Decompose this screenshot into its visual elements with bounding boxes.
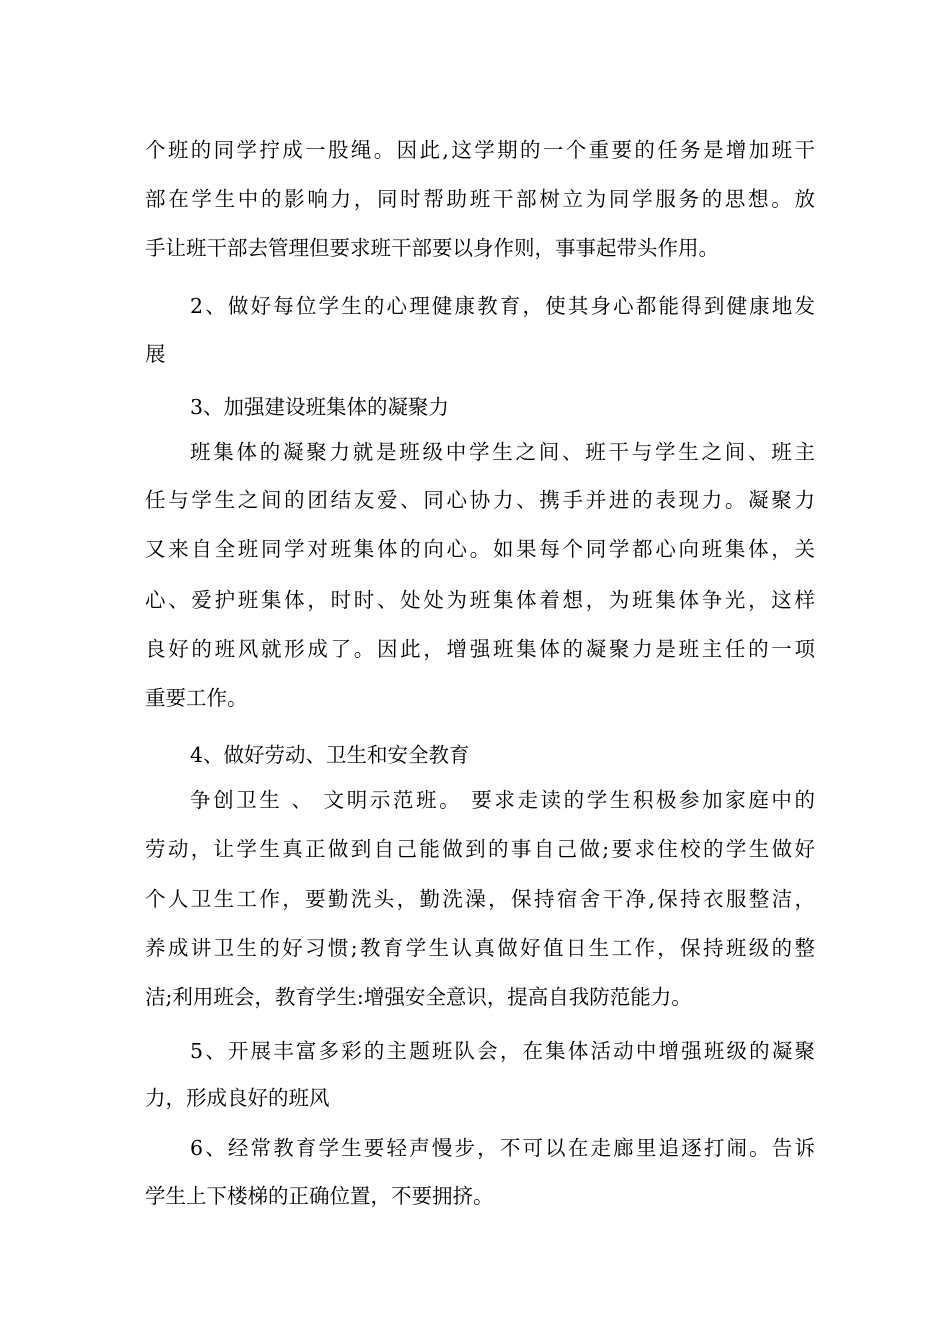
text-line-9: 又来自全班同学对班集体的向心。如果每个同学都心向班集体，关	[145, 537, 815, 561]
section-heading-4: 4、做好劳动、卫生和安全教育	[190, 743, 470, 767]
text-line-4: 2、做好每位学生的心理健康教育，使其身心都能得到健康地发	[190, 294, 815, 318]
text-line-15: 劳动，让学生真正做到自己能做到的事自己做;要求住校的学生做好	[145, 837, 815, 861]
text-line-14: 争创卫生 、 文明示范班。 要求走读的学生积极参加家庭中的	[190, 788, 815, 812]
text-line-7: 班集体的凝聚力就是班级中学生之间、班干与学生之间、班主	[190, 440, 815, 464]
text-line-17: 养成讲卫生的好习惯;教育学生认真做好值日生工作，保持班级的整	[145, 936, 815, 960]
text-line-16: 个人卫生工作，要勤洗头，勤洗澡，保持宿舍干净,保持衣服整洁，	[145, 887, 815, 911]
text-line-22: 学生上下楼梯的正确位置，不要拥挤。	[145, 1184, 494, 1208]
text-line-11: 良好的班风就形成了。因此，增强班集体的凝聚力是班主任的一项	[145, 637, 815, 661]
text-line-19: 5、开展丰富多彩的主题班队会，在集体活动中增强班级的凝聚	[190, 1039, 815, 1063]
text-line-20: 力，形成良好的班风	[145, 1086, 330, 1110]
text-line-5: 展	[145, 342, 166, 366]
text-line-2: 部在学生中的影响力，同时帮助班干部树立为同学服务的思想。放	[145, 187, 815, 211]
text-line-18: 洁;利用班会，教育学生:增强安全意识，提高自我防范能力。	[145, 985, 692, 1009]
text-line-3: 手让班干部去管理但要求班干部要以身作则，事事起带头作用。	[145, 236, 719, 260]
section-heading-3: 3、加强建设班集体的凝聚力	[190, 395, 450, 419]
text-line-1: 个班的同学拧成一股绳。因此,这学期的一个重要的任务是增加班干	[145, 138, 815, 162]
text-line-12: 重要工作。	[145, 686, 248, 710]
text-line-8: 任与学生之间的团结友爱、同心协力、携手并进的表现力。凝聚力	[145, 488, 815, 512]
text-line-10: 心、爱护班集体，时时、处处为班集体着想，为班集体争光，这样	[145, 588, 815, 612]
text-line-21: 6、经常教育学生要轻声慢步，不可以在走廊里追逐打闹。告诉	[190, 1136, 815, 1160]
